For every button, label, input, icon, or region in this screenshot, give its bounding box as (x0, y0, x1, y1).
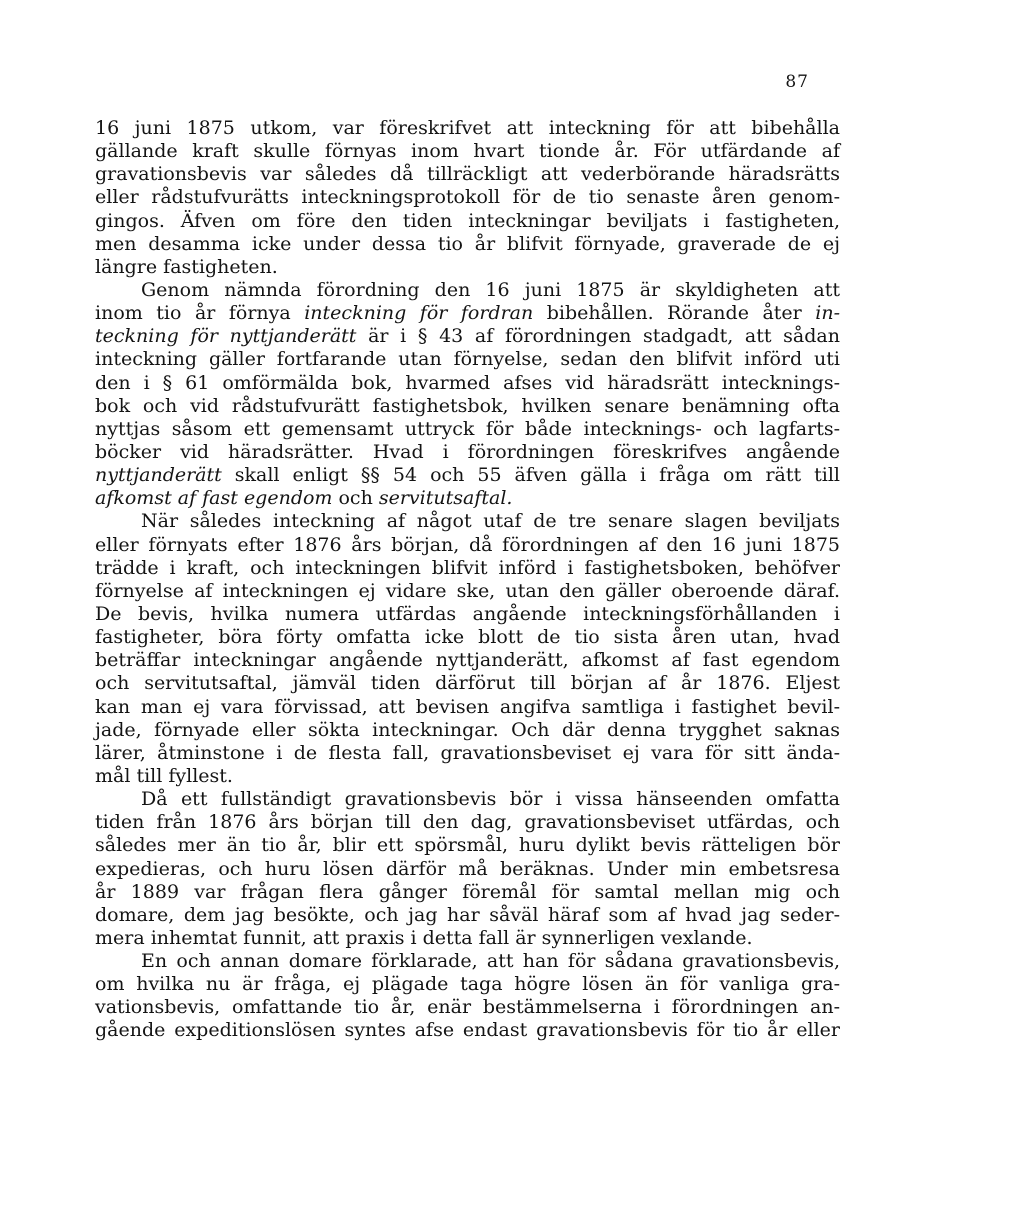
text-segment: mål till fyllest. (95, 764, 233, 787)
text-segment: således mer än tio år, blir ett spörsmål, huru dylikt bevis rätteligen bör (95, 834, 840, 857)
text-segment: mera inhemtat funnit, att praxis i detta fall är synnerligen vexlande. (95, 926, 753, 949)
text-segment: böcker vid häradsrätter. Hvad i förordningen föreskrifves angående (95, 440, 840, 463)
text-segment: nyttjas såsom ett gemensamt uttryck för både intecknings- och lagfarts- (95, 417, 840, 440)
text-segment: kan man ej vara förvissad, att bevisen angifva samtliga i fastighet bevil- (95, 695, 840, 718)
text-segment: tiden från 1876 års början till den dag, gravationsbeviset utfärdas, och (95, 811, 840, 834)
text-segment: När således inteckning af något utaf de tre senare slagen beviljats (141, 510, 840, 533)
italic-text: afkomst af fast egendom (95, 487, 333, 510)
text-line (95, 418, 840, 441)
text-line (95, 719, 840, 742)
text-line (95, 210, 840, 233)
italic-text: in- (815, 302, 840, 325)
text-line (95, 395, 840, 418)
text-segment: om hvilka nu är fråga, ej plägade taga högre lösen än för vanliga gra- (95, 973, 840, 996)
text-line (95, 881, 840, 904)
text-line (95, 927, 840, 950)
text-segment: 16 juni 1875 utkom, var föreskrifvet att inteckning för att bibehålla (95, 117, 840, 139)
text-line (95, 580, 840, 603)
text-line (95, 487, 840, 510)
text-segment: bibehållen. Rörande åter (533, 302, 816, 325)
text-line (95, 765, 840, 788)
text-segment: eller förnyats efter 1876 års början, då förordningen af den 16 juni 1875 (95, 533, 840, 556)
text-line (95, 302, 840, 325)
text-segment: och (332, 487, 379, 510)
text-segment: förnyelse af inteckningen ej vidare ske, utan den gäller oberoende däraf. (95, 579, 840, 602)
text-line (95, 372, 840, 395)
text-line (95, 1019, 840, 1042)
text-segment: Då ett fullständigt gravationsbevis bör i vissa hänseenden omfatta (141, 788, 840, 811)
text-segment: fastigheter, böra förty omfatta icke blott de tio sista åren utan, hvad (95, 626, 840, 649)
text-segment: inteckning gäller fortfarande utan förnyelse, sedan den blifvit införd uti (95, 348, 840, 371)
text-line (95, 279, 840, 302)
text-segment: skall enligt §§ 54 och 55 äfven gälla i fråga om rätt till (221, 464, 840, 487)
text-line (95, 742, 840, 765)
text-line (95, 834, 840, 857)
text-segment: domare, dem jag besökte, och jag har såväl häraf som af hvad jag seder- (95, 903, 840, 926)
text-segment: år 1889 var frågan flera gånger föremål för samtal mellan mig och (95, 880, 840, 903)
text-line (95, 626, 840, 649)
text-segment: jade, förnyade eller sökta inteckningar. Och där denna trygghet saknas (95, 718, 840, 741)
italic-text: servitutsaftal. (378, 487, 513, 510)
italic-text: nyttjanderätt (95, 464, 222, 487)
text-segment: den i § 61 omförmälda bok, hvarmed afses vid häradsrätt intecknings- (95, 371, 840, 394)
text-segment: lärer, åtminstone i de flesta fall, gravationsbeviset ej vara för sitt ända- (95, 741, 840, 764)
text-line (95, 186, 840, 209)
page-number: 87 (785, 72, 809, 92)
text-segment: vationsbevis, omfattande tio år, enär bestämmelserna i förordningen an- (95, 996, 840, 1019)
text-segment: trädde i kraft, och inteckningen blifvit införd i fastighetsboken, behöfver (95, 556, 840, 579)
text-line (95, 464, 840, 487)
text-line (95, 788, 840, 811)
text-segment: och servitutsaftal, jämväl tiden därförut till början af år 1876. Eljest (95, 672, 840, 695)
text-line (95, 348, 840, 371)
text-segment: En och annan domare förklarade, att han för sådana gravationsbevis, (141, 950, 840, 973)
text-segment: expedieras, och huru lösen därför må beräknas. Under min embetsresa (95, 857, 840, 880)
text-line (95, 510, 840, 533)
italic-text: teckning för nyttjanderätt (95, 325, 357, 348)
body-text (95, 117, 840, 1043)
text-segment: bok och vid rådstufvurätt fastighetsbok, hvilken senare benämning ofta (95, 394, 840, 417)
text-line (95, 858, 840, 881)
text-segment: gravationsbevis var således då tillräckligt att vederbörande häradsrätts (95, 163, 840, 186)
text-segment: gällande kraft skulle förnyas inom hvart tionde år. För utfärdande af (95, 140, 840, 163)
text-line (95, 140, 840, 163)
text-line (95, 649, 840, 672)
text-line (95, 996, 840, 1019)
text-line (95, 811, 840, 834)
text-line (95, 441, 840, 464)
text-line (95, 696, 840, 719)
text-segment: Genom nämnda förordning den 16 juni 1875 är skyldigheten att (141, 278, 840, 301)
text-line (95, 950, 840, 973)
text-line (95, 233, 840, 256)
text-segment: gående expeditionslösen syntes afse endast gravationsbevis för tio år eller (95, 1019, 840, 1042)
italic-text: inteckning för fordran (304, 302, 534, 325)
text-line (95, 163, 840, 186)
text-line (95, 672, 840, 695)
text-segment: är i § 43 af förordningen stadgadt, att sådan (356, 325, 840, 348)
text-segment: men desamma icke under dessa tio år blifvit förnyade, graverade de ej (95, 232, 840, 255)
text-segment: gingos. Äfven om före den tiden inteckningar beviljats i fastigheten, (95, 209, 840, 232)
text-line (95, 117, 840, 140)
text-line (95, 534, 840, 557)
text-line (95, 325, 840, 348)
text-segment: längre fastigheten. (95, 255, 278, 278)
text-line (95, 973, 840, 996)
text-line (95, 557, 840, 580)
text-segment: eller rådstufvurätts inteckningsprotokoll för de tio senaste åren genom- (95, 186, 840, 209)
text-line (95, 904, 840, 927)
text-line (95, 256, 840, 279)
text-segment: inom tio år förnya (95, 302, 305, 325)
text-segment: De bevis, hvilka numera utfärdas angående inteckningsförhållanden i (95, 602, 840, 625)
text-segment: beträffar inteckningar angående nyttjanderätt, afkomst af fast egendom (95, 649, 840, 672)
text-line (95, 603, 840, 626)
